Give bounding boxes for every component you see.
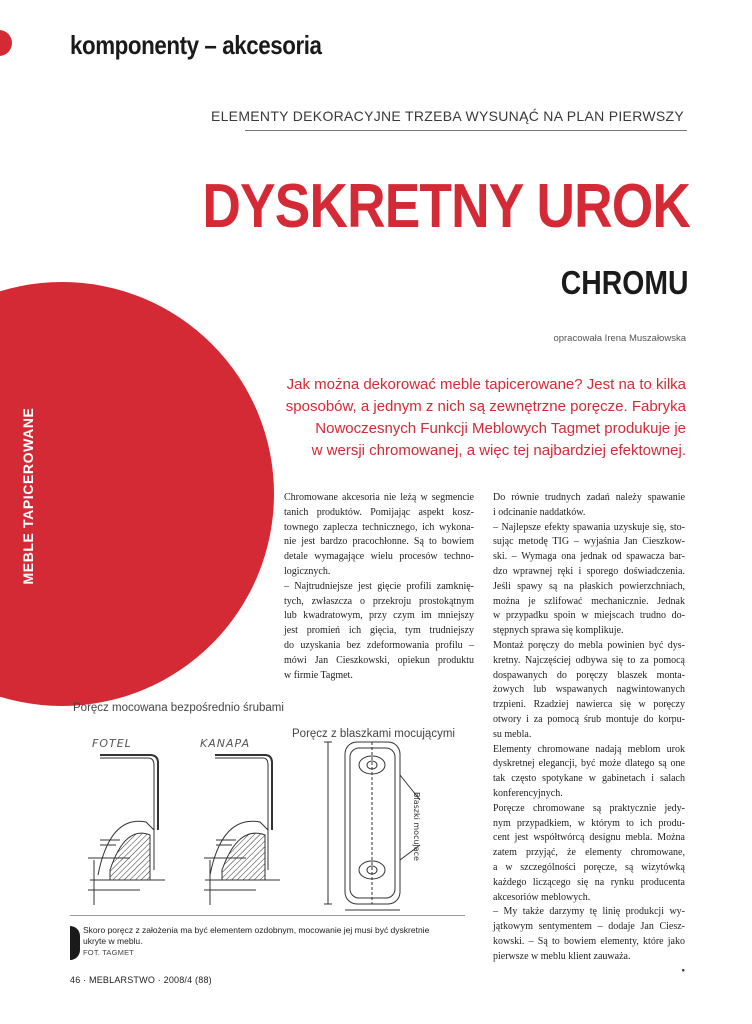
blaszki-label: Blaszki mocujące — [412, 792, 421, 861]
body-line: mówi Jan Cieszkowski, opiekun produktu — [284, 654, 474, 666]
lead-paragraph — [266, 374, 686, 462]
body-line: Chromowane akcesoria nie leżą w segmencie — [284, 492, 474, 503]
body-line: dospawanych do poręczy blaszek monta- — [493, 669, 685, 681]
figure-label-screws: Poręcz mocowana bezpośrednio śrubami — [73, 702, 284, 714]
section-heading: komponenty – akcesoria — [70, 30, 322, 60]
kanapa-drawing — [200, 737, 280, 905]
body-line: logicznych. — [284, 565, 331, 577]
body-line: w firmie Tagmet. — [284, 669, 353, 681]
body-line: nym przypadkiem, w którym to ich produ- — [493, 817, 685, 829]
body-line: każdego liczącego się na rynku producenta — [493, 876, 685, 888]
body-line: lub kwadratowym, przy czym im mniejszy — [284, 610, 474, 622]
body-line: można je szlifować mechanicznie. Jednak — [493, 595, 685, 607]
body-line: otwory i za pomocą śrub montuje do korpu- — [493, 713, 685, 725]
photo-credit: FOT. TAGMET — [83, 948, 135, 957]
caption-line: Skoro poręcz z założenia ma być elementem ozdobnym, mocowanie jej musi być dyskretnie — [83, 925, 430, 935]
body-line: cent jest współtwórcą designu mebla. Można — [493, 832, 685, 844]
body-line: Elementy chromowane nadają meblom urok — [493, 743, 685, 755]
body-line: w przypadku spoin w miejscach trudno do- — [493, 610, 685, 622]
body-line: dzo wprawnej ręki i sporego doświadczenia. — [493, 565, 685, 577]
body-line: tak często spotykane w gabinetach i salach — [493, 773, 685, 785]
body-line: kretny. Najczęściej odbywa się to za pomocą — [493, 654, 685, 666]
body-line: a w szczególności poręcze, są wizytówką — [493, 861, 685, 873]
body-line: – My także darzymy tę linię produkcji wy- — [493, 906, 685, 918]
byline: opracowała Irena Muszałowska — [553, 333, 686, 344]
body-line: zatem przyjąć, że elementy chromowane, — [493, 847, 685, 859]
body-line: sując metodę TIG – wyjaśnia Jan Cieszkow- — [493, 536, 685, 548]
figure-divider — [70, 915, 465, 916]
article-subtitle: CHROMU — [560, 264, 688, 301]
body-line: trzpieni. Rzadziej nawierca się w poręczy — [493, 699, 685, 711]
lead-line: Nowoczesnych Funkcji Meblowych Tagmet produkuje je — [315, 420, 686, 437]
body-line: tanich produktów. Pomijając aspekt kosz- — [284, 506, 474, 518]
body-line: stępnych sprawa się komplikuje. — [493, 625, 624, 637]
body-column-1 — [284, 491, 474, 683]
body-line: konferencyjnych. — [493, 787, 563, 799]
body-line: do uzyskania bez zdeformowania profilu – — [284, 639, 474, 651]
figure-caption — [83, 925, 429, 958]
body-line: – Najtrudniejsze jest gięcie profili zamknię- — [284, 580, 474, 592]
body-column-2 — [493, 491, 685, 979]
body-line: Poręcze chromowane są praktycznie jedy- — [493, 802, 685, 814]
kicker-rule — [245, 130, 687, 131]
body-line: Do równie trudnych zadań należy spawanie — [493, 492, 685, 503]
body-line: Jeśli spawy są na płaskich powierzchniach, — [493, 580, 685, 592]
page-folio: 46 · MEBLARSTWO · 2008/4 (88) — [70, 975, 212, 985]
caption-line: ukryte w meblu. — [83, 936, 143, 946]
lead-line: sposobów, a jednym z nich są zewnętrzne poręcze. Fabryka — [285, 398, 686, 415]
body-line: kowski. – Są to bowiem elementy, które jako — [493, 935, 685, 947]
body-line: townego zaplecza technicznego, ich wykona- — [284, 521, 474, 533]
body-line-text: pierwsze w meblu klient zauważa. — [493, 950, 631, 962]
body-line — [493, 950, 685, 977]
figure-label-plates: Poręcz z blaszkami mocującymi — [292, 728, 455, 740]
article-title: DYSKRETNY UROK — [202, 172, 690, 241]
body-line: nie jest bardzo pracochłonne. Są to bowiem — [284, 536, 474, 548]
technical-drawing — [70, 730, 470, 915]
sidebar-red-semicircle — [0, 282, 274, 706]
body-line: jątkowym sentymentem – dodaje Jan Ciesz- — [493, 921, 685, 933]
lead-line: Jak można dekorować meble tapicerowane? Jest na to kilka — [286, 376, 686, 393]
vertical-label-text: MEBLE TAPICEROWANE — [20, 407, 36, 585]
kanapa-label: KANAPA — [200, 737, 251, 750]
body-line: detale wymagające wielu procesów techno- — [284, 551, 474, 563]
section-tab-marker — [0, 30, 12, 56]
body-line: jest promień ich gięcia, tym trudniejszy — [284, 625, 474, 637]
end-mark: • — [681, 965, 685, 977]
body-line: dyskretnej elegancji, być może dlatego są one — [493, 758, 685, 770]
armrest-plates-drawing — [324, 742, 421, 910]
fotel-drawing — [88, 737, 165, 905]
body-line: i odcinanie naddatków. — [493, 506, 586, 518]
fotel-label: FOTEL — [92, 737, 132, 750]
body-line: – Najlepsze efekty spawania uzyskuje się, sto- — [493, 521, 685, 533]
body-line: żowych lub wspawanych nagwintowanych — [493, 684, 685, 696]
body-line: akcesoriów meblowych. — [493, 891, 591, 903]
body-line: tych, zwłaszcza o przekroju prostokątnym — [284, 595, 474, 607]
body-line: ski. – Wymaga ona jednak od spawacza bar- — [493, 551, 685, 563]
lead-line: w wersji chromowanej, a więc tej najbardziej efektownej. — [311, 442, 686, 459]
body-line: su mebla. — [493, 728, 532, 740]
body-line: Montaż poręczy do mebla powinien być dys- — [493, 639, 685, 651]
caption-marker — [70, 926, 80, 960]
kicker: ELEMENTY DEKORACYJNE TRZEBA WYSUNĄĆ NA PLAN PIERWSZY — [210, 108, 684, 124]
